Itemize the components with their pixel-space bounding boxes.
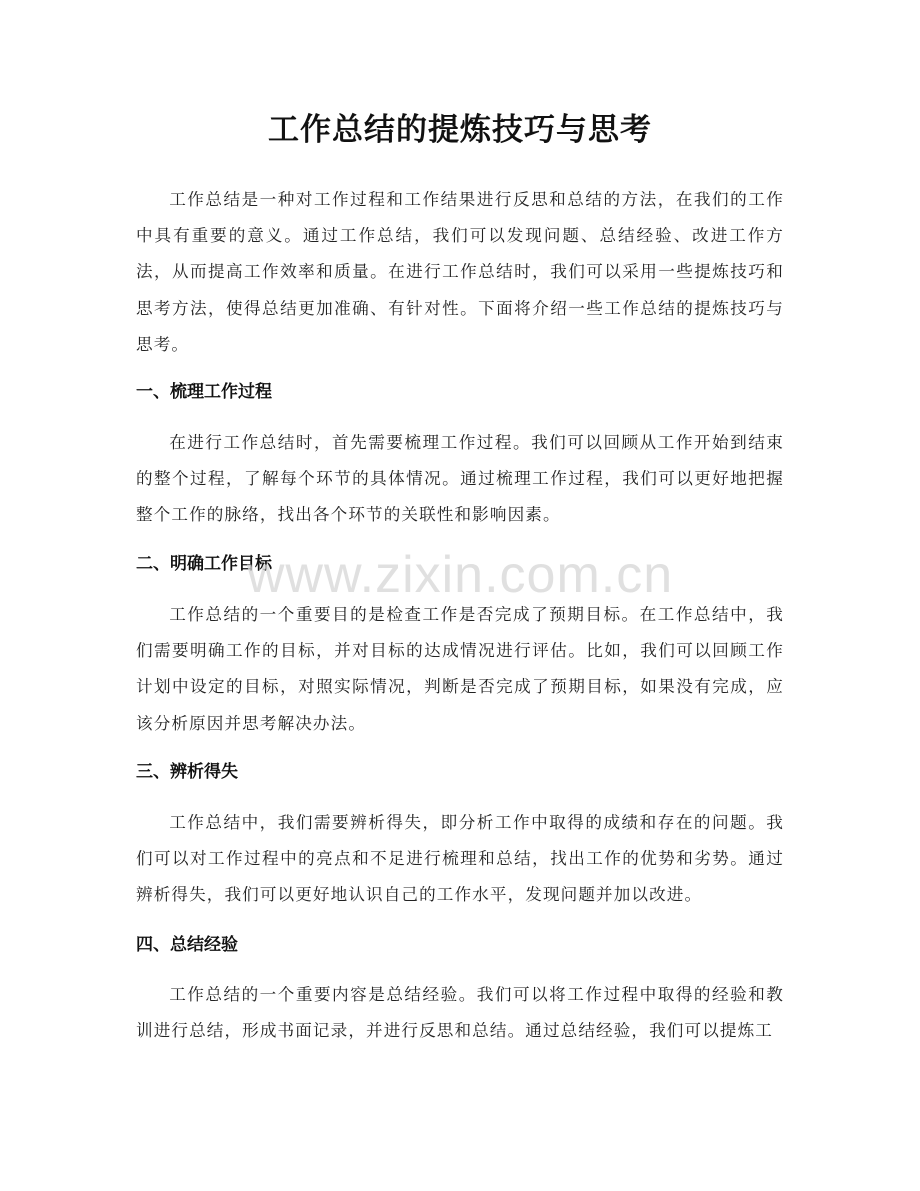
watermark: www.zixin.com.cn: [246, 546, 674, 604]
section-heading-2: 二、明确工作目标: [136, 554, 272, 574]
intro-paragraph: 工作总结是一种对工作过程和工作结果进行反思和总结的方法，在我们的工作中具有重要的意义。通过工作总结，我们可以发现问题、总结经验、改进工作方法，从而提高工作效率和质量。在进行工作总结时，我们可以采用一些提炼技巧和思考方法，使得总结更加准确、有针对性。下面将介绍一些工作总结的提炼技巧与思考。: [136, 190, 784, 354]
section-body-2: 工作总结的一个重要目的是检查工作是否完成了预期目标。在工作总结中，我们需要明确工作的目标，并对目标的达成情况进行评估。比如，我们可以回顾工作计划中设定的目标，对照实际情况，判断是否完成了预期目标，如果没有完成，应该分析原因并思考解决办法。: [136, 605, 784, 733]
section-heading-4: 四、总结经验: [136, 935, 238, 955]
section-heading-1: 一、梳理工作过程: [136, 382, 272, 402]
section-body-1: 在进行工作总结时，首先需要梳理工作过程。我们可以回顾从工作开始到结束的整个过程，了解每个环节的具体情况。通过梳理工作过程，我们可以更好地把握整个工作的脉络，找出各个环节的关联性和影响因素。: [136, 433, 784, 525]
section-body-4: 工作总结的一个重要内容是总结经验。我们可以将工作过程中取得的经验和教训进行总结，形成书面记录，并进行反思和总结。通过总结经验，我们可以提炼工: [136, 985, 784, 1041]
section-heading-3: 三、辨析得失: [136, 762, 238, 782]
section-body-3: 工作总结中，我们需要辨析得失，即分析工作中取得的成绩和存在的问题。我们可以对工作过程中的亮点和不足进行梳理和总结，找出工作的优势和劣势。通过辨析得失，我们可以更好地认识自己的工作水平，发现问题并加以改进。: [136, 813, 784, 905]
document-title: 工作总结的提炼技巧与思考: [268, 112, 652, 148]
